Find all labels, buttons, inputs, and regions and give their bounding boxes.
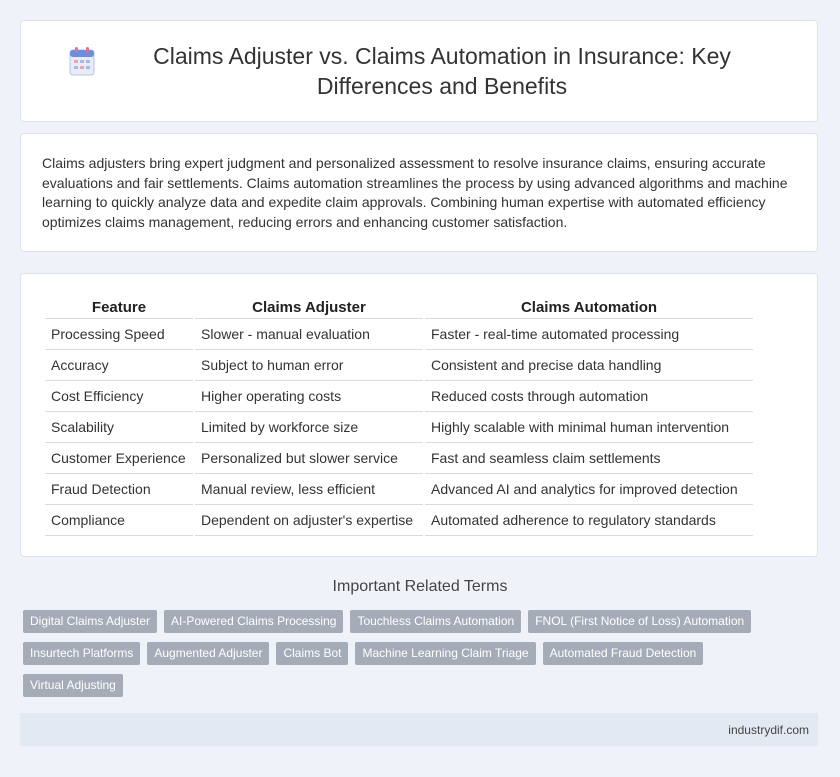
feature-cell: Accuracy <box>45 350 193 381</box>
feature-cell: Fraud Detection <box>45 474 193 505</box>
comparison-table <box>43 296 755 536</box>
table-row <box>45 474 753 505</box>
related-terms-title: Important Related Terms <box>332 578 508 595</box>
adjuster-cell: Personalized but slower service <box>195 443 423 474</box>
automation-cell: Consistent and precise data handling <box>425 350 753 381</box>
automation-cell: Fast and seamless claim settlements <box>425 443 753 474</box>
tag-insurtech-platforms[interactable]: Insurtech Platforms <box>23 642 140 665</box>
table-row <box>45 443 753 474</box>
title-wrap <box>69 41 769 101</box>
comparison-card <box>20 273 818 557</box>
adjuster-cell: Slower - manual evaluation <box>195 319 423 350</box>
calendar-icon <box>69 46 95 76</box>
adjuster-cell: Higher operating costs <box>195 381 423 412</box>
footer-site[interactable]: industrydif.com <box>728 722 809 737</box>
tag-ai-powered-claims-processing[interactable]: AI-Powered Claims Processing <box>164 610 343 633</box>
automation-cell: Automated adherence to regulatory standards <box>425 505 753 536</box>
automation-cell: Highly scalable with minimal human intervention <box>425 412 753 443</box>
feature-cell: Cost Efficiency <box>45 381 193 412</box>
tag-machine-learning-claim-triage[interactable]: Machine Learning Claim Triage <box>355 642 535 665</box>
intro-paragraph: Claims adjusters bring expert judgment and personalized assessment to resolve insurance claims, ensuring accurate evaluations and fair settlements. Claims automation streamlines the process by using advanced algorithms and machine learning to quickly analyze data and expedite claim approvals. Combining human expertise with automated efficiency optimizes claims management, reducing errors and enhancing customer satisfaction. <box>42 155 788 230</box>
tag-augmented-adjuster[interactable]: Augmented Adjuster <box>147 642 269 665</box>
feature-cell: Scalability <box>45 412 193 443</box>
feature-cell: Compliance <box>45 505 193 536</box>
page-title: Claims Adjuster vs. Claims Automation in Insurance: Key Differences and Benefits <box>153 43 731 99</box>
header-claims-automation: Claims Automation <box>425 296 753 319</box>
adjuster-cell: Subject to human error <box>195 350 423 381</box>
adjuster-cell: Manual review, less efficient <box>195 474 423 505</box>
feature-cell: Processing Speed <box>45 319 193 350</box>
tag-fnol-automation[interactable]: FNOL (First Notice of Loss) Automation <box>528 610 751 633</box>
related-terms-tags <box>23 610 803 706</box>
automation-cell: Advanced AI and analytics for improved detection <box>425 474 753 505</box>
table-row <box>45 412 753 443</box>
adjuster-cell: Dependent on adjuster's expertise <box>195 505 423 536</box>
automation-cell: Faster - real-time automated processing <box>425 319 753 350</box>
intro-card <box>20 133 818 252</box>
tag-touchless-claims-automation[interactable]: Touchless Claims Automation <box>350 610 521 633</box>
tag-virtual-adjusting[interactable]: Virtual Adjusting <box>23 674 123 697</box>
header-claims-adjuster: Claims Adjuster <box>195 296 423 319</box>
tag-automated-fraud-detection[interactable]: Automated Fraud Detection <box>543 642 704 665</box>
table-row <box>45 350 753 381</box>
tag-digital-claims-adjuster[interactable]: Digital Claims Adjuster <box>23 610 157 633</box>
table-row <box>45 381 753 412</box>
automation-cell: Reduced costs through automation <box>425 381 753 412</box>
title-card <box>20 20 818 122</box>
adjuster-cell: Limited by workforce size <box>195 412 423 443</box>
table-row <box>45 505 753 536</box>
tag-claims-bot[interactable]: Claims Bot <box>276 642 348 665</box>
footer <box>20 713 818 746</box>
header-feature: Feature <box>45 296 193 319</box>
table-row <box>45 319 753 350</box>
table-header-row <box>45 296 753 319</box>
feature-cell: Customer Experience <box>45 443 193 474</box>
